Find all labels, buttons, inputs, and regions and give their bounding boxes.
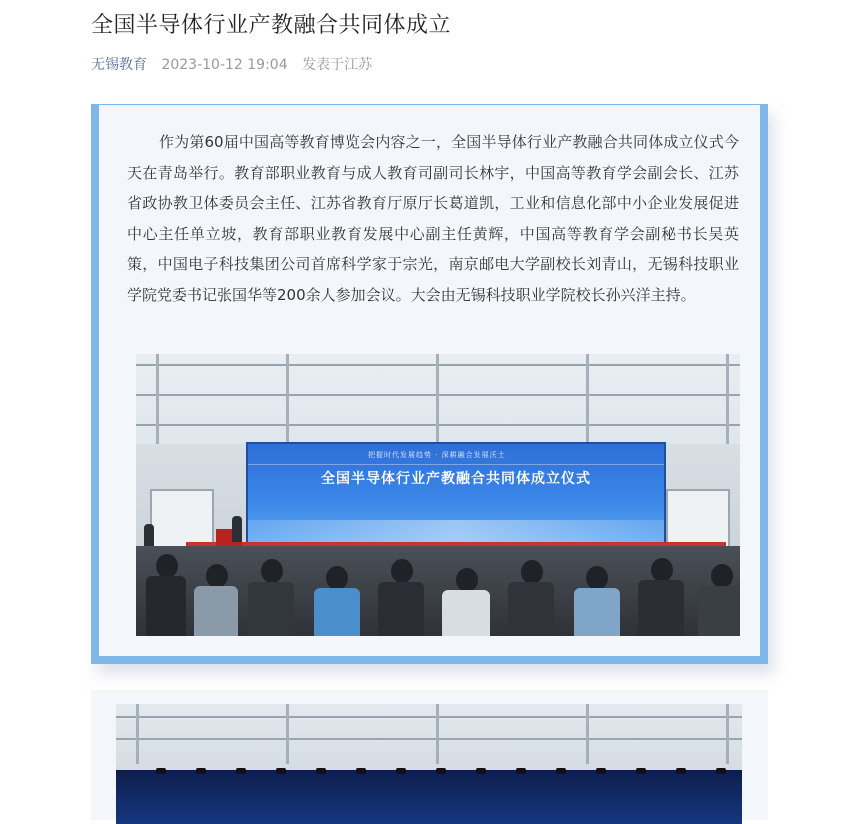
article-paragraph: 作为第60届中国高等教育博览会内容之一，全国半导体行业产教融合共同体成立仪式今天在青岛举行。教育部职业教育与成人教育司副司长林宇，中国高等教育学会副会长、江苏省政协教卫体委员会主任、江苏省教育厅原厅长葛道凯，工业和信息化部中小企业发展促进中心主任单立坡，教育部职业教育发展中心副主任黄辉，中国高等教育学会副秘书长吴英策，中国电子科技集团公司首席科学家于宗光，南京邮电大学副校长刘青山，无锡科技职业学院党委书记张国华等200余人参加会议。大会由无锡科技职业学院校长孙兴洋主持。 [127, 133, 739, 304]
content-card-inner [99, 105, 760, 656]
content-card [91, 104, 768, 664]
author-link[interactable]: 无锡教育 [91, 57, 147, 73]
screen-skyline [248, 520, 664, 544]
hall-roof [136, 354, 740, 444]
screen-title: 全国半导体行业产教融合共同体成立仪式 [321, 471, 591, 487]
speaker [232, 516, 242, 542]
screen-subtitle: 把握时代发展趋势 · 深耕融合发展沃土 [368, 451, 506, 459]
event-photo-2[interactable] [116, 704, 742, 824]
stage-backdrop [116, 770, 742, 824]
publish-date: 2023-10-12 19:04 [161, 57, 288, 73]
publish-location: 发表于江苏 [302, 57, 373, 73]
second-image-card [91, 690, 768, 820]
article-title: 全国半导体行业产教融合共同体成立 [91, 13, 452, 38]
event-photo[interactable] [136, 354, 740, 636]
stage-screen [246, 442, 666, 546]
article-meta [91, 54, 372, 74]
